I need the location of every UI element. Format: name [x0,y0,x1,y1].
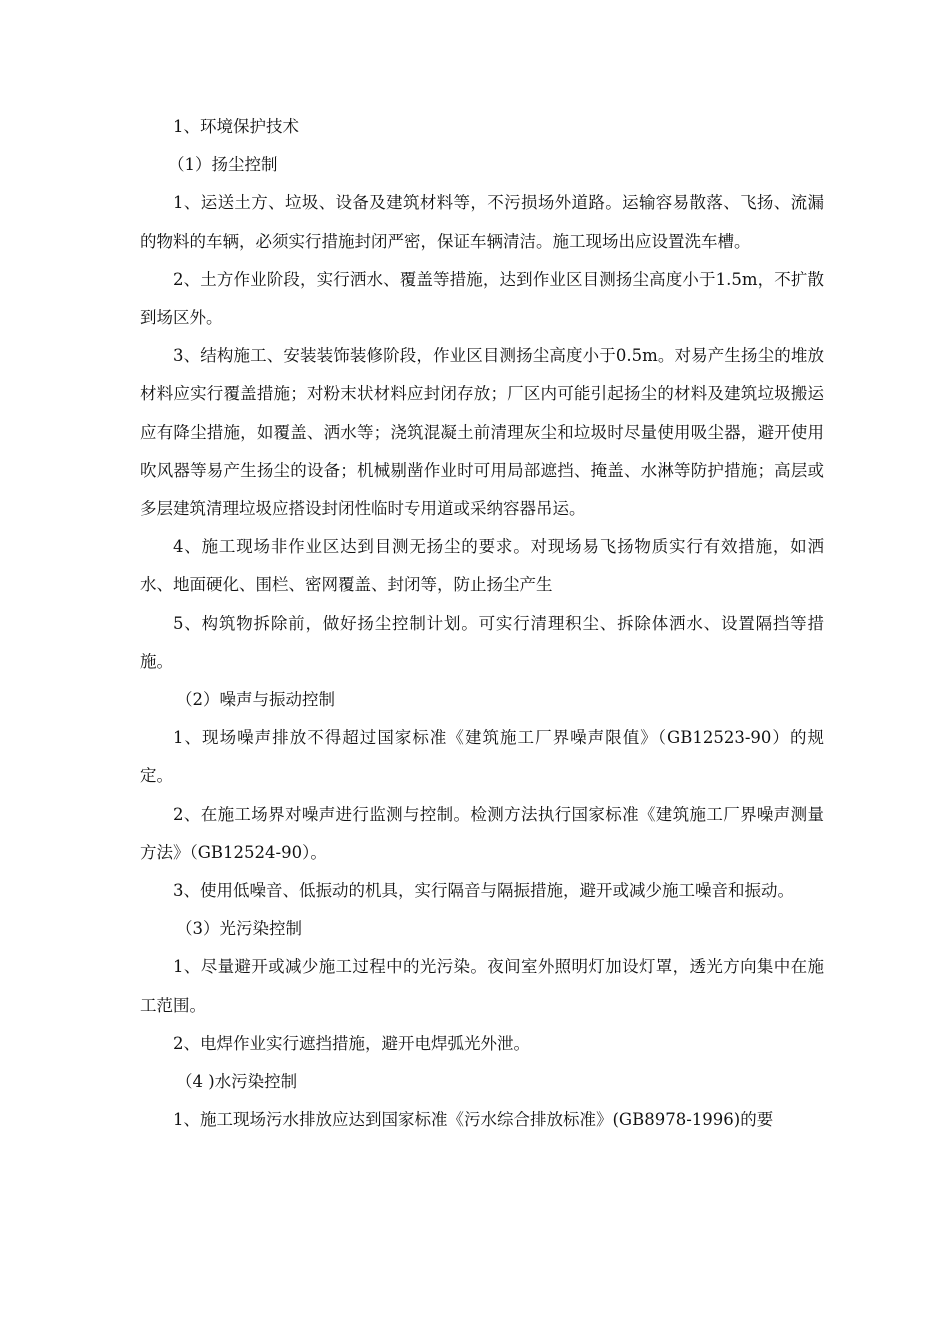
subsection-heading-water-pollution: （4 )水污染控制 [176,1072,298,1092]
paragraph-dust-5: 5、构筑物拆除前，做好扬尘控制计划。可实行清理积尘、拆除体洒水、设置隔挡等措施。 [140,613,824,671]
paragraph-dust-3: 3、结构施工、安装装饰装修阶段，作业区目测扬尘高度小于0.5m。对易产生扬尘的堆放材料应实行覆盖措施；对粉末状材料应封闭存放；厂区内可能引起扬尘的材料及建筑垃圾搬运应有降尘措施，如覆盖、洒水等；浇筑混凝土前清理灰尘和垃圾时尽量使用吸尘器，避开使用吹风器等易产生扬尘的设备；机械剔凿作业时可用局部遮挡、掩盖、水淋等防护措施；高层或多层建筑清理垃圾应搭设封闭性临时专用道或采纳容器吊运。 [140,346,824,519]
document-body [140,108,824,1139]
subsection-heading-noise-control: （2）噪声与振动控制 [176,690,335,710]
paragraph-light-1: 1、尽量避开或减少施工过程中的光污染。夜间室外照明灯加设灯罩，透光方向集中在施工范围。 [140,957,824,1015]
paragraph-water-1: 1、施工现场污水排放应达到国家标准《污水综合排放标准》(GB8978-1996)的要 [173,1110,774,1130]
paragraph-noise-1: 1、现场噪声排放不得超过国家标准《建筑施工厂界噪声限值》（GB12523-90）的规定。 [140,728,824,786]
paragraph-noise-2: 2、在施工场界对噪声进行监测与控制。检测方法执行国家标准《建筑施工厂界噪声测量方法》（GB12524-90）。 [140,804,824,862]
paragraph-light-2: 2、电焊作业实行遮挡措施，避开电焊弧光外泄。 [173,1033,530,1053]
subsection-heading-light-pollution: （3）光污染控制 [176,919,302,939]
section-heading-environmental-protection: 1、环境保护技术 [173,117,299,136]
paragraph-noise-3: 3、使用低噪音、低振动的机具，实行隔音与隔振措施，避开或减少施工噪音和振动。 [173,881,794,901]
subsection-heading-dust-control: （1）扬尘控制 [168,155,278,175]
paragraph-dust-2: 2、土方作业阶段，实行洒水、覆盖等措施，达到作业区目测扬尘高度小于1.5m，不扩散到场区外。 [140,269,824,328]
paragraph-dust-4: 4、施工现场非作业区达到目测无扬尘的要求。对现场易飞扬物质实行有效措施，如洒水、地面硬化、围栏、密网覆盖、封闭等，防止扬尘产生 [140,537,824,595]
paragraph-dust-1: 1、运送土方、垃圾、设备及建筑材料等，不污损场外道路。运输容易散落、飞扬、流漏的物料的车辆，必须实行措施封闭严密，保证车辆清洁。施工现场出应设置洗车槽。 [140,193,824,251]
